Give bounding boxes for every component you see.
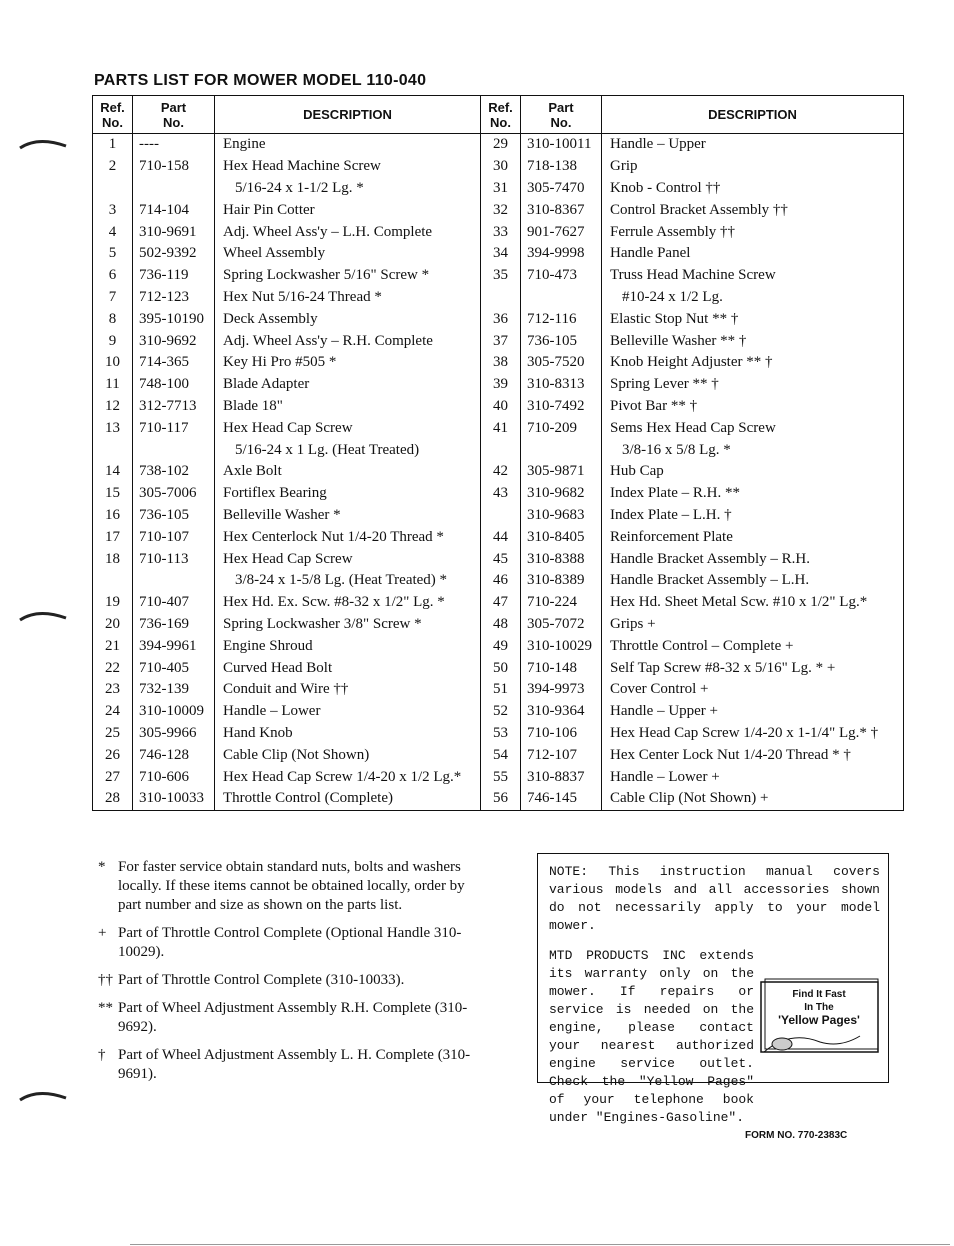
ref-no-cell: 28 [93,788,133,810]
description-cell: Knob Height Adjuster ** † [602,352,904,374]
ref-no-cell: 11 [93,374,133,396]
part-no-cell: 310-8367 [521,199,602,221]
part-no-cell: 710-405 [133,657,215,679]
ref-no-cell: 39 [481,374,521,396]
bottom-rule [130,1244,950,1245]
part-no-cell: 310-10029 [521,635,602,657]
description-cell: Deck Assembly [215,308,481,330]
part-no-cell: 310-9691 [133,221,215,243]
description-cell: Hex Hd. Sheet Metal Scw. #10 x 1/2" Lg.* [602,592,904,614]
part-no-cell: 710-407 [133,592,215,614]
part-no-cell: 310-7492 [521,396,602,418]
description-cell: 5/16-24 x 1-1/2 Lg. * [215,178,481,200]
description-cell: Elastic Stop Nut ** † [602,308,904,330]
part-no-cell: 310-8313 [521,374,602,396]
description-cell: Index Plate – L.H. † [602,505,904,527]
table-row [93,134,904,156]
ref-no-cell: 20 [93,614,133,636]
footnote [98,999,484,1037]
ref-no-cell: 21 [93,635,133,657]
description-cell: Fortiflex Bearing [215,483,481,505]
ref-no-cell: 24 [93,701,133,723]
ref-no-cell: 41 [481,417,521,439]
description-cell: Engine Shroud [215,635,481,657]
part-no-cell: 310-9692 [133,330,215,352]
page-title: PARTS LIST FOR MOWER MODEL 110-040 [94,72,427,89]
part-no-cell: 310-8405 [521,526,602,548]
description-cell: Handle – Upper [602,134,904,156]
table-row [93,287,904,309]
ref-no-cell: 16 [93,505,133,527]
ref-no-cell [481,287,521,309]
description-cell: Hub Cap [602,461,904,483]
description-cell: Cable Clip (Not Shown) [215,744,481,766]
part-no-cell: 310-8837 [521,766,602,788]
ref-no-cell: 9 [93,330,133,352]
table-header-row [93,96,904,134]
ref-no-cell: 38 [481,352,521,374]
description-cell: Control Bracket Assembly †† [602,199,904,221]
scan-mark-icon [18,1086,68,1104]
footnote [98,971,484,990]
ref-no-cell: 52 [481,701,521,723]
note-paragraph: NOTE: This instruction manual covers various models and all accessories shown do not necessarily apply to your model mower. [549,864,880,933]
description-cell: Hex Head Cap Screw [215,548,481,570]
table-row [93,526,904,548]
table-row [93,417,904,439]
description-cell: 5/16-24 x 1 Lg. (Heat Treated) [215,439,481,461]
footnote-symbol: †† [98,972,113,988]
description-cell: Pivot Bar ** † [602,396,904,418]
part-no-cell: 736-169 [133,614,215,636]
part-no-cell: 746-145 [521,788,602,810]
description-cell: Hex Centerlock Nut 1/4-20 Thread * [215,526,481,548]
part-no-cell: 310-9682 [521,483,602,505]
description-cell: Hex Nut 5/16-24 Thread * [215,287,481,309]
ref-no-cell: 25 [93,723,133,745]
footnote-text: For faster service obtain standard nuts, bolts and washers locally. If these items cannot be obtained locally, order by part number and size as shown on the parts list. [118,859,465,913]
part-no-cell: 748-100 [133,374,215,396]
footnote-symbol: + [98,925,107,941]
table-row [93,657,904,679]
ref-no-cell: 42 [481,461,521,483]
part-no-cell: ---- [133,134,215,156]
ref-no-cell: 40 [481,396,521,418]
description-cell: Hex Center Lock Nut 1/4-20 Thread * † [602,744,904,766]
description-cell: Adj. Wheel Ass'y – R.H. Complete [215,330,481,352]
part-no-cell: 736-105 [133,505,215,527]
ref-no-cell: 48 [481,614,521,636]
part-no-cell: 310-8388 [521,548,602,570]
ref-no-cell: 14 [93,461,133,483]
table-row [93,221,904,243]
ref-no-cell: 46 [481,570,521,592]
part-no-cell: 710-107 [133,526,215,548]
table-row [93,505,904,527]
part-no-cell: 310-10033 [133,788,215,810]
ref-no-cell: 36 [481,308,521,330]
parts-table [92,95,904,811]
ref-no-cell: 49 [481,635,521,657]
description-cell: Handle – Lower [215,701,481,723]
description-cell: Cover Control + [602,679,904,701]
part-no-cell: 712-107 [521,744,602,766]
part-no-cell: 738-102 [133,461,215,483]
form-number: FORM NO. 770-2383C [745,1130,848,1141]
part-no-cell: 310-9683 [521,505,602,527]
description-cell: Spring Lockwasher 5/16" Screw * [215,265,481,287]
ref-no-header: Ref. No. [93,96,133,134]
description-cell: Index Plate – R.H. ** [602,483,904,505]
part-no-cell: 714-104 [133,199,215,221]
ref-no-cell: 34 [481,243,521,265]
ref-no-cell: 43 [481,483,521,505]
ref-no-cell: 27 [93,766,133,788]
part-no-cell: 718-138 [521,156,602,178]
description-cell: Handle Bracket Assembly – R.H. [602,548,904,570]
description-cell: Self Tap Screw #8-32 x 5/16" Lg. * + [602,657,904,679]
table-row [93,592,904,614]
part-no-cell: 714-365 [133,352,215,374]
table-row [93,483,904,505]
part-no-header: Part No. [521,96,602,134]
part-no-cell: 312-7713 [133,396,215,418]
description-cell: Handle Bracket Assembly – L.H. [602,570,904,592]
part-no-cell: 901-7627 [521,221,602,243]
part-no-cell: 310-10009 [133,701,215,723]
description-cell: 3/8-16 x 5/8 Lg. * [602,439,904,461]
ref-no-cell [93,178,133,200]
table-row [93,178,904,200]
part-no-cell: 394-9998 [521,243,602,265]
part-no-cell: 732-139 [133,679,215,701]
part-no-cell: 710-106 [521,723,602,745]
part-no-cell: 305-7520 [521,352,602,374]
description-cell: Hand Knob [215,723,481,745]
ref-no-cell: 45 [481,548,521,570]
ref-no-cell [481,439,521,461]
ref-no-cell [93,439,133,461]
footnote-symbol: † [98,1047,106,1063]
ref-no-cell: 4 [93,221,133,243]
table-row [93,308,904,330]
part-no-cell: 712-116 [521,308,602,330]
table-row [93,701,904,723]
part-no-cell [133,178,215,200]
description-cell: Spring Lockwasher 3/8" Screw * [215,614,481,636]
description-cell: Key Hi Pro #505 * [215,352,481,374]
description-cell: Truss Head Machine Screw [602,265,904,287]
part-no-cell: 310-10011 [521,134,602,156]
description-cell: Conduit and Wire †† [215,679,481,701]
part-no-cell: 502-9392 [133,243,215,265]
description-cell: Curved Head Bolt [215,657,481,679]
ref-no-header: Ref. No. [481,96,521,134]
part-no-cell: 746-128 [133,744,215,766]
part-no-cell: 394-9961 [133,635,215,657]
ref-no-cell: 51 [481,679,521,701]
part-no-cell: 710-606 [133,766,215,788]
ref-no-cell: 18 [93,548,133,570]
table-row [93,788,904,810]
description-cell: Axle Bolt [215,461,481,483]
ref-no-cell: 17 [93,526,133,548]
description-cell: Sems Hex Head Cap Screw [602,417,904,439]
part-no-header: Part No. [133,96,215,134]
description-cell: Spring Lever ** † [602,374,904,396]
table-row [93,352,904,374]
description-cell: Belleville Washer ** † [602,330,904,352]
ref-no-cell: 13 [93,417,133,439]
description-cell: Reinforcement Plate [602,526,904,548]
ref-no-cell: 10 [93,352,133,374]
ref-no-cell: 6 [93,265,133,287]
ref-no-cell: 54 [481,744,521,766]
parts-table-body [93,134,904,811]
ref-no-cell: 56 [481,788,521,810]
part-no-cell: 310-9364 [521,701,602,723]
table-row [93,570,904,592]
ref-no-cell: 26 [93,744,133,766]
footnote-symbol: * [98,859,106,875]
ref-no-cell: 31 [481,178,521,200]
part-no-cell: 305-7470 [521,178,602,200]
part-no-cell [521,439,602,461]
ref-no-cell: 35 [481,265,521,287]
ref-no-cell: 53 [481,723,521,745]
ref-no-cell: 19 [93,592,133,614]
table-row [93,614,904,636]
description-cell: Knob - Control †† [602,178,904,200]
description-cell: Blade 18" [215,396,481,418]
description-cell: Engine [215,134,481,156]
ref-no-cell: 37 [481,330,521,352]
part-no-cell: 710-148 [521,657,602,679]
ref-no-cell: 7 [93,287,133,309]
footnote-text: Part of Throttle Control Complete (310-10033). [118,972,405,988]
description-cell: Handle Panel [602,243,904,265]
description-header: DESCRIPTION [602,96,904,134]
yp-line: In The [804,1002,834,1013]
table-row [93,439,904,461]
part-no-cell: 736-105 [521,330,602,352]
description-cell: Handle – Lower + [602,766,904,788]
table-row [93,243,904,265]
ref-no-cell: 29 [481,134,521,156]
description-cell: Handle – Upper + [602,701,904,723]
ref-no-cell: 2 [93,156,133,178]
part-no-cell: 710-117 [133,417,215,439]
yp-line: Find It Fast [792,989,846,1000]
part-no-cell: 305-7072 [521,614,602,636]
description-cell: Hex Head Machine Screw [215,156,481,178]
footnote-text: Part of Wheel Adjustment Assembly L. H. Complete (310-9691). [118,1047,471,1082]
table-row [93,548,904,570]
scan-mark-icon [18,606,68,624]
description-cell: Hair Pin Cotter [215,199,481,221]
part-no-cell [521,287,602,309]
description-cell: Adj. Wheel Ass'y – L.H. Complete [215,221,481,243]
description-cell: #10-24 x 1/2 Lg. [602,287,904,309]
part-no-cell: 712-123 [133,287,215,309]
part-no-cell: 305-9966 [133,723,215,745]
ref-no-cell: 8 [93,308,133,330]
part-no-cell [133,439,215,461]
ref-no-cell: 55 [481,766,521,788]
part-no-cell: 710-224 [521,592,602,614]
part-no-cell: 710-209 [521,417,602,439]
ref-no-cell: 32 [481,199,521,221]
description-cell: Wheel Assembly [215,243,481,265]
ref-no-cell: 12 [93,396,133,418]
part-no-cell: 305-7006 [133,483,215,505]
description-cell: Throttle Control – Complete + [602,635,904,657]
part-no-cell: 305-9871 [521,461,602,483]
ref-no-cell: 47 [481,592,521,614]
description-cell: Hex Hd. Ex. Scw. #8-32 x 1/2" Lg. * [215,592,481,614]
yellow-pages-logo [760,978,880,1054]
warranty-paragraph: MTD PRODUCTS INC extends its warranty only on the mower. If repairs or service is needed on the engine, please contact your nearest authorized engine service outlet. Check the "Yellow Pages" of your telephone book under "Engines-Gasoline". [549,948,754,1125]
part-no-cell: 736-119 [133,265,215,287]
table-row [93,744,904,766]
part-no-cell: 394-9973 [521,679,602,701]
footnote [98,858,484,915]
ref-no-cell: 3 [93,199,133,221]
description-cell: Cable Clip (Not Shown) + [602,788,904,810]
ref-no-cell [481,505,521,527]
ref-no-cell [93,570,133,592]
ref-no-cell: 23 [93,679,133,701]
part-no-cell: 395-10190 [133,308,215,330]
ref-no-cell: 1 [93,134,133,156]
table-row [93,679,904,701]
table-row [93,199,904,221]
description-cell: Hex Head Cap Screw 1/4-20 x 1/2 Lg.* [215,766,481,788]
description-cell: Blade Adapter [215,374,481,396]
description-cell: Throttle Control (Complete) [215,788,481,810]
ref-no-cell: 22 [93,657,133,679]
table-row [93,265,904,287]
table-row [93,635,904,657]
description-cell: Grips + [602,614,904,636]
part-no-cell: 710-113 [133,548,215,570]
yellow-pages-text [760,988,878,1027]
ref-no-cell: 33 [481,221,521,243]
part-no-cell: 310-8389 [521,570,602,592]
table-row [93,156,904,178]
footnote-text: Part of Throttle Control Complete (Optional Handle 310-10029). [118,925,462,960]
description-header: DESCRIPTION [215,96,481,134]
footnote-symbol: ** [98,1000,113,1016]
footnotes [98,858,484,1093]
part-no-cell: 710-158 [133,156,215,178]
table-row [93,396,904,418]
description-cell: Grip [602,156,904,178]
yp-line: 'Yellow Pages' [778,1013,860,1027]
description-cell: Hex Head Cap Screw 1/4-20 x 1-1/4" Lg.* † [602,723,904,745]
ref-no-cell: 5 [93,243,133,265]
footnote-text: Part of Wheel Adjustment Assembly R.H. Complete (310-9692). [118,1000,468,1035]
description-cell: Ferrule Assembly †† [602,221,904,243]
ref-no-cell: 15 [93,483,133,505]
part-no-cell [133,570,215,592]
footnote [98,1046,484,1084]
table-row [93,766,904,788]
description-cell: Hex Head Cap Screw [215,417,481,439]
description-cell: 3/8-24 x 1-5/8 Lg. (Heat Treated) * [215,570,481,592]
table-row [93,461,904,483]
table-row [93,330,904,352]
ref-no-cell: 50 [481,657,521,679]
table-row [93,723,904,745]
description-cell: Belleville Washer * [215,505,481,527]
part-no-cell: 710-473 [521,265,602,287]
ref-no-cell: 44 [481,526,521,548]
table-row [93,374,904,396]
ref-no-cell: 30 [481,156,521,178]
scan-mark-icon [18,134,68,152]
footnote [98,924,484,962]
